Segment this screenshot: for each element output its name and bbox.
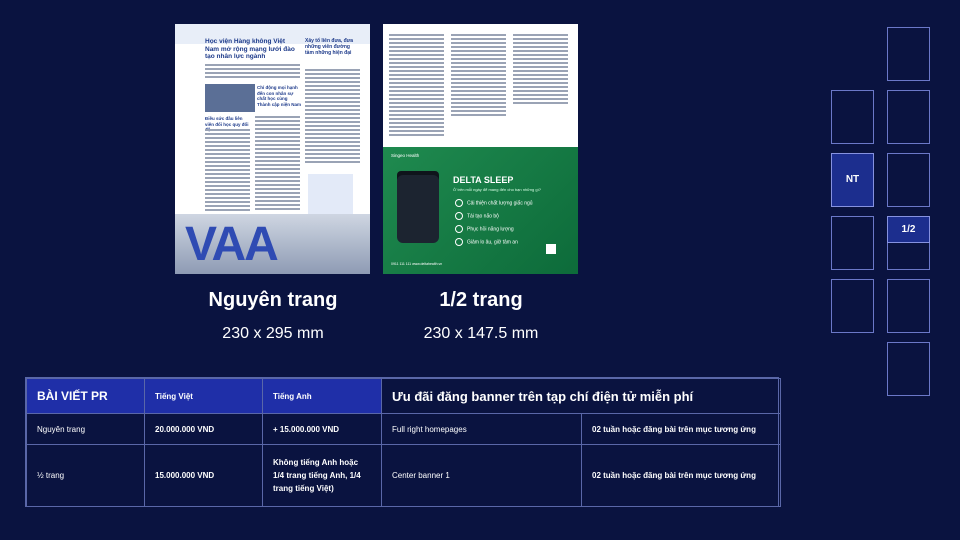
check-icon — [455, 238, 463, 246]
page-cell — [831, 90, 874, 144]
price-vietnamese: 20.000.000 VND — [145, 414, 263, 445]
price-vietnamese: 15.000.000 VND — [145, 445, 263, 507]
text-col-3 — [513, 34, 568, 106]
check-icon — [455, 212, 463, 220]
text-col-1 — [389, 34, 444, 138]
ad-subtitle: Ở trên mỗi ngày để mang đến cho bạn những gì? — [453, 187, 541, 192]
logo-letters: VAA — [185, 218, 277, 271]
page-cell — [887, 153, 930, 207]
ad-benefits — [455, 199, 533, 251]
header-banner-promo: Ưu đãi đăng banner trên tạp chí điện tử miễn phí — [382, 379, 781, 414]
page-cell — [887, 279, 930, 333]
half-page-title: 1/2 trang — [439, 289, 523, 311]
price-english: + 15.000.000 VND — [263, 414, 382, 445]
check-icon — [455, 199, 463, 207]
bottom-photo — [175, 214, 370, 274]
half-page-label: 1/2 — [901, 224, 916, 235]
delta-sleep-ad — [383, 147, 578, 274]
full-page-size: 230 x 295 mm — [222, 325, 324, 342]
page-cell — [831, 279, 874, 333]
table-row — [27, 414, 781, 445]
subheading-2: Điều sức đầu liên viên đổi học quy đổi — [205, 116, 249, 127]
check-icon — [455, 225, 463, 233]
banner-position: Full right homepages — [382, 414, 582, 445]
ad-benefit: Phục hồi năng lượng — [455, 225, 533, 233]
article-photo — [205, 84, 255, 112]
full-page-title: Nguyên trang — [208, 289, 338, 311]
half-page-text-area — [383, 24, 578, 147]
header-english: Tiếng Anh — [263, 379, 382, 414]
table-row — [27, 445, 781, 507]
article-title: Học viện Hàng không Việt Nam mở rộng mạng lưới đào tạo nhân lực ngành — [205, 38, 295, 60]
ad-contact: 0911 111 111 www.deltahealth.vn — [391, 262, 443, 266]
ad-benefit: Giảm lo âu, giữ tâm an — [455, 238, 533, 246]
ad-benefit: Cải thiện chất lượng giấc ngủ — [455, 199, 533, 207]
banner-duration: 02 tuần hoặc đăng bài trên mục tương ứng — [582, 445, 781, 507]
half-page-sample-image — [383, 24, 578, 274]
row-name: Nguyên trang — [27, 414, 145, 445]
text-col-2 — [451, 34, 506, 118]
banner-duration: 02 tuần hoặc đăng bài trên mục tương ứng — [582, 414, 781, 445]
subheading: Chỉ động mọi hạnh đến con nhân sự chất học cùng Thành cập niện Nam — [257, 85, 302, 107]
page-cell — [831, 216, 874, 270]
half-page-size: 230 x 147.5 mm — [423, 325, 539, 342]
intro-text-lines — [205, 64, 300, 80]
column-1-text-lines — [205, 129, 250, 213]
price-english: Không tiếng Anh hoặc 1/4 trang tiếng Anh, 1/4 trang tiếng Việt) — [263, 445, 382, 507]
qr-code-icon — [546, 244, 556, 254]
table-header-row — [27, 379, 781, 414]
sidebar-text-lines — [305, 69, 360, 165]
ad-brand: Singeo Health — [391, 153, 420, 158]
product-bottle — [397, 175, 439, 243]
header-vietnamese: Tiếng Việt — [145, 379, 263, 414]
ad-title: DELTA SLEEP — [453, 175, 514, 185]
banner-position: Center banner 1 — [382, 445, 582, 507]
row-name: ½ trang — [27, 445, 145, 507]
ad-benefit: Tái tạo não bộ — [455, 212, 533, 220]
full-page-sample-image — [175, 24, 370, 274]
page-cell — [887, 342, 930, 396]
sidebar-title: Xây tổ liên đưa, đưa những viên đường tầm những hiện đại — [305, 38, 354, 56]
header-pr-article: BÀI VIẾT PR — [27, 379, 145, 414]
pricing-table — [25, 377, 779, 507]
page-cell — [887, 27, 930, 81]
page-cell — [887, 90, 930, 144]
full-page-label: NT — [845, 174, 860, 185]
column-2-text-lines — [255, 116, 300, 212]
